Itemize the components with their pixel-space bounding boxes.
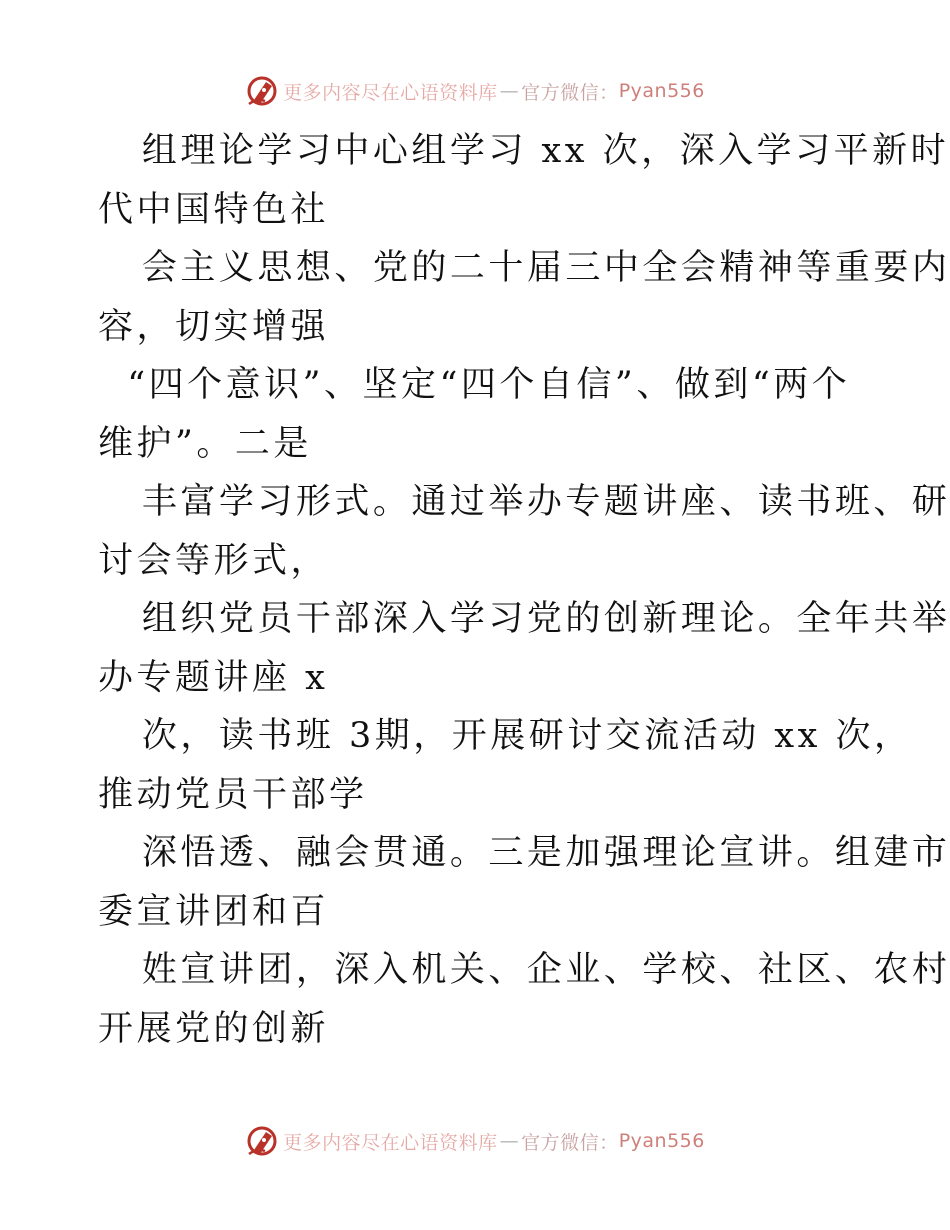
- text-line: 代中国特色社: [98, 189, 330, 230]
- text-line: 推动党员干部学: [98, 774, 368, 815]
- banner-wechat-id: Pyan556: [618, 1130, 705, 1152]
- footer-banner: [0, 1121, 950, 1161]
- banner-wechat-id: Pyan556: [618, 80, 705, 102]
- banner-dash: —: [499, 80, 520, 102]
- text-line: 组织党员干部深入学习党的创新理论。全年共举: [98, 599, 950, 639]
- pen-nib-circle-icon: [245, 74, 279, 108]
- text-line: “四个意识”、坚定“四个自信”、做到“两个: [98, 365, 851, 405]
- text-line: 会主义思想、党的二十届三中全会精神等重要内: [98, 248, 950, 288]
- text-line: 容，切实增强: [98, 306, 330, 347]
- text-line: 丰富学习形式。通过举办专题讲座、读书班、研: [98, 482, 950, 522]
- text-line: 次，读书班 3期，开展研讨交流活动 xx 次，: [98, 716, 913, 756]
- text-line: 委宣讲团和百: [98, 891, 330, 932]
- banner-dash: —: [499, 1130, 520, 1152]
- text-line: 组理论学习中心组学习 xx 次，深入学习平新时: [98, 131, 950, 171]
- banner-brand-text: 更多内容尽在心语资料库: [283, 81, 498, 104]
- document-body: [98, 122, 950, 1058]
- text-line: 开展党的创新: [98, 1008, 330, 1049]
- header-banner: [0, 71, 950, 111]
- text-line: 讨会等形式，: [98, 540, 330, 581]
- pen-nib-circle-icon: [245, 1124, 279, 1158]
- banner-brand-text: 更多内容尽在心语资料库: [283, 1131, 498, 1154]
- text-line: 办专题讲座 x: [98, 657, 329, 698]
- text-line: 姓宣讲团，深入机关、企业、学校、社区、农村: [98, 950, 950, 990]
- text-line: 深悟透、融会贯通。三是加强理论宣讲。组建市: [98, 833, 950, 873]
- banner-wechat-label: 官方微信：: [521, 1131, 619, 1154]
- banner-wechat-label: 官方微信：: [521, 81, 619, 104]
- text-line: 维护”。二是: [98, 423, 312, 464]
